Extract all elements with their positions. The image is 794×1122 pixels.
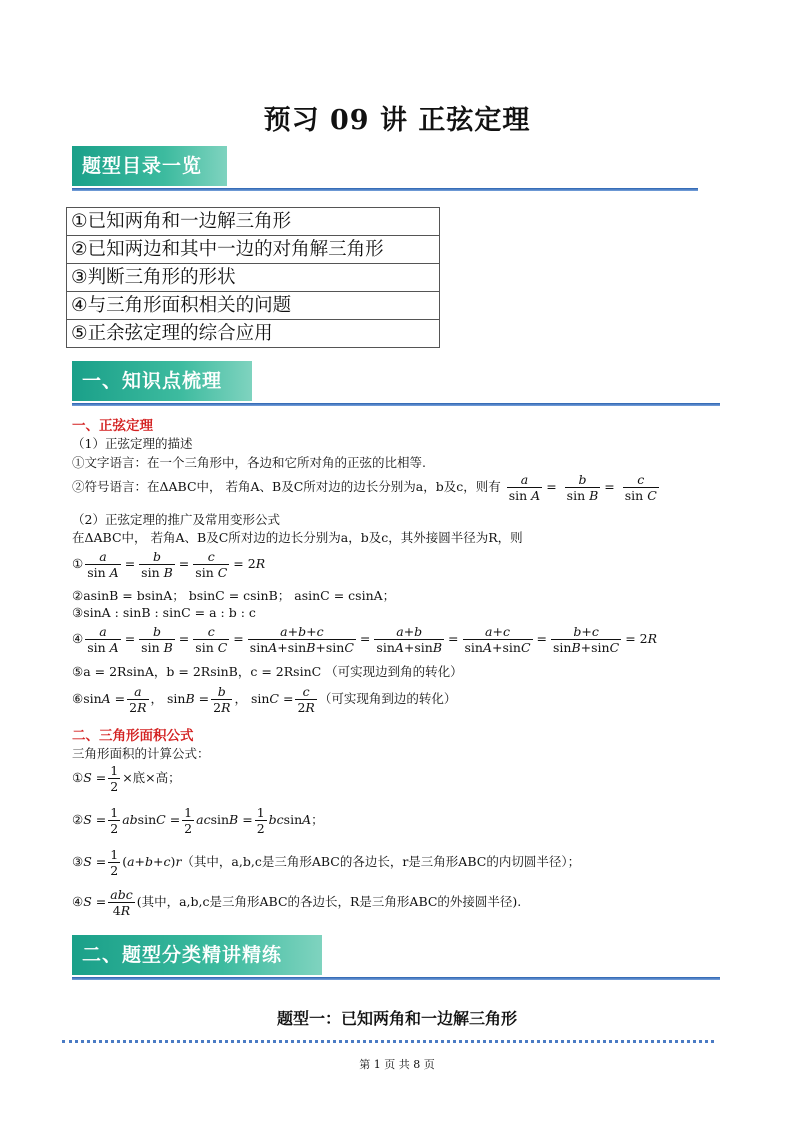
fraction: $\frac{c}{\text{sin C}}$ [624,472,657,503]
toc-banner: 题型目录一览 [72,146,227,186]
fraction: $\frac{c}{\text{sin C}}$ [195,624,228,655]
note: (其中，a,b,c是三角形ABC的各边长，R是三角形ABC的外接圆半径). [136,894,522,909]
divider [72,188,698,191]
knowledge-banner: 一、知识点梳理 [72,361,252,401]
formula-line: ③sinA : sinB : sinC = a : b : c [72,605,256,620]
fraction: $\frac{\text{abc}}{4R}$ [110,887,133,918]
formula-line: ①S = $\frac{1}{2}$ ×底×高； [72,763,181,794]
fraction: $\frac{1}{2}$ [110,847,119,878]
note: （其中，a,b,c是三角形ABC的各边长，r是三角形ABC的内切圆半径）； [181,854,581,869]
fraction: $\frac{a+c}{\sin A+\sin C}$ [464,624,531,655]
section-title: 题型一：已知两角和一边解三角形 [276,1009,517,1028]
fraction: $\frac{a}{\text{sin A}}$ [508,472,541,503]
text-line: ②符号语言：在ΔABC中， 若角A、B及C所对边的边长分别为a，b及c，则有 [72,479,501,494]
fraction: $\frac{b+c}{\sin B+\sin C}$ [553,624,620,655]
formula-line: ⑥sinA = $\frac{a}{2R}$ ， sinB = $\frac{b}{2R}$ ， sinC = $\frac{c}{2R}$ （可实现角到边的转化） [72,684,457,715]
fraction: $\frac{c}{2R}$ [297,684,315,715]
fraction: $\frac{b}{\text{sin B}}$ [566,472,599,503]
toc-item[interactable]: ⑤正余弦定理的综合应用 [67,320,440,348]
fraction: $\frac{1}{2}$ [184,805,193,836]
fraction: $\frac{a}{\text{sin A}}$ [87,624,119,655]
divider [72,977,720,980]
toc-item[interactable]: ①已知两角和一边解三角形 [67,208,440,236]
formula-line: ① $\frac{a}{\text{sin A}}$ = $\frac{b}{\text{sin B}}$ = $\frac{c}{\text{sin C}}$ = 2R [72,549,266,580]
fraction: $\frac{b}{\text{sin B}}$ [141,549,173,580]
fraction: $\frac{1}{2}$ [110,805,119,836]
formula-tail: ×底×高； [122,770,181,785]
dotted-divider [62,1040,714,1043]
page-number: 第 1 页 共 8 页 [359,1058,435,1071]
sine-law-heading: 一、正弦定理 [72,418,153,434]
fraction: $\frac{1}{2}$ [110,763,119,794]
toc-item[interactable]: ④与三角形面积相关的问题 [67,292,440,320]
fraction: $\frac{1}{2}$ [256,805,265,836]
formula-line: ③S = $\frac{1}{2}$ (a+b+c)r（其中，a,b,c是三角形ABC的各边长，r是三角形ABC的内切圆半径）； [72,847,581,878]
fraction: $\frac{b}{\text{sin B}}$ [141,624,173,655]
formula-line: ②符号语言：在ΔABC中， 若角A、B及C所对边的边长分别为a，b及c，则有 $\frac{a}{\text{sin A}}$ = $\frac{b}{\text{sin B}}$ = $\frac{c}{\text{sin C}}$ [72,472,657,503]
area-heading: 二、三角形面积公式 [72,728,194,744]
text-line: 三角形面积的计算公式： [72,746,210,761]
formula-line: ②asinB = bsinA； bsinC = csinB； asinC = csinA； [72,588,396,603]
text-line: ①文字语言：在一个三角形中，各边和它所对角的正弦的比相等. [72,455,426,470]
toc-table [66,207,440,348]
text-line: 在ΔABC中， 若角A、B及C所对边的边长分别为a，b及c，其外接圆半径为R，则 [72,530,523,545]
page-title: 预习 09 讲 正弦定理 [263,105,531,136]
fraction: $\frac{a}{\text{sin A}}$ [87,549,119,580]
text-line: （1）正弦定理的描述 [72,436,193,451]
formula-line: ④ $\frac{a}{\text{sin A}}$ = $\frac{b}{\text{sin B}}$ = $\frac{c}{\text{sin C}}$ = $\frac{a+b+c}{\sin A+\sin B+\sin C}$ = $\frac{a+b}{\sin A+\sin B}$ = $\frac{a+c}{\sin A+\sin C}$ = $\frac{b+c}{\sin B+\sin C}$ = 2R [72,624,658,655]
practice-banner: 二、题型分类精讲精练 [72,935,322,975]
formula-line: ④S = $\frac{\text{abc}}{4R}$ (其中，a,b,c是三角形ABC的各边长，R是三角形ABC的外接圆半径). [72,887,522,918]
formula-line: ②S = $\frac{1}{2}$ absinC = $\frac{1}{2}$ acsinB = $\frac{1}{2}$ bcsinA； [72,805,324,836]
formula-line: ⑤a = 2RsinA，b = 2RsinB，c = 2RsinC （可实现边到角的转化） [72,664,463,679]
text-line: （2）正弦定理的推广及常用变形公式 [72,512,280,527]
fraction: $\frac{a+b+c}{\sin A+\sin B+\sin C}$ [249,624,354,655]
fraction: $\frac{a+b}{\sin A+\sin B}$ [376,624,443,655]
divider [72,403,720,406]
toc-item[interactable]: ②已知两边和其中一边的对角解三角形 [67,236,440,264]
note: （可实现角到边的转化） [318,691,457,706]
fraction: $\frac{a}{2R}$ [129,684,147,715]
toc-item[interactable]: ③判断三角形的形状 [67,264,440,292]
fraction: $\frac{b}{2R}$ [213,684,231,715]
fraction: $\frac{c}{\text{sin C}}$ [195,549,228,580]
